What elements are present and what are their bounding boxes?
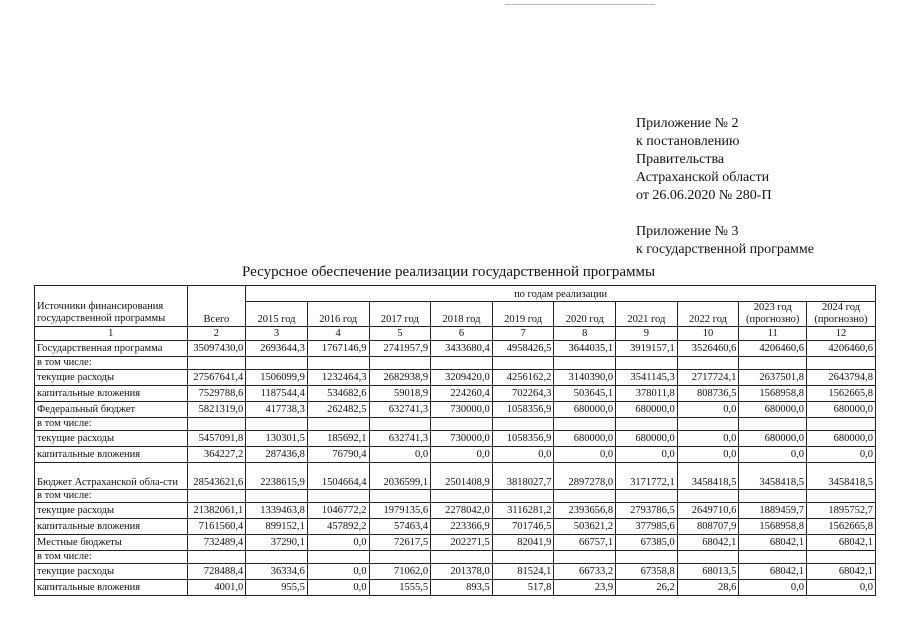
row-label: Бюджет Астраханской обла-сти xyxy=(35,463,188,490)
table-cell: 76790,4 xyxy=(307,447,369,463)
table-cell xyxy=(807,357,876,370)
row-label: текущие расходы xyxy=(35,503,188,519)
table-cell: 28543621,6 xyxy=(187,463,246,490)
header-year: 2024 год (прогнозно) xyxy=(807,302,876,327)
table-cell: 3116281,2 xyxy=(492,503,554,519)
header-year: 2020 год xyxy=(554,302,616,327)
table-cell: 680000,0 xyxy=(739,402,807,418)
table-cell xyxy=(807,418,876,431)
header-year: 2016 год xyxy=(307,302,369,327)
header-year: 2022 год xyxy=(677,302,739,327)
table-cell xyxy=(616,551,678,564)
table-cell xyxy=(187,357,246,370)
annex-block xyxy=(636,115,814,259)
table-cell: 3458418,5 xyxy=(807,463,876,490)
table-cell: 680000,0 xyxy=(616,431,678,447)
header-year: 2023 год (прогнозно) xyxy=(739,302,807,327)
row-label: в том числе: xyxy=(35,490,188,503)
table-cell: 0,0 xyxy=(307,535,369,551)
column-number: 12 xyxy=(807,327,876,341)
table-cell: 35097430,0 xyxy=(187,341,246,357)
table-cell: 1562665,8 xyxy=(807,386,876,402)
table-cell xyxy=(187,490,246,503)
column-number: 2 xyxy=(187,327,246,341)
table-cell: 287436,8 xyxy=(246,447,308,463)
table-cell: 68042,1 xyxy=(739,564,807,580)
table-row xyxy=(35,418,876,431)
table-cell: 1562665,8 xyxy=(807,519,876,535)
table-cell: 2393656,8 xyxy=(554,503,616,519)
annex-line: Правительства xyxy=(636,152,725,167)
table-cell: 0,0 xyxy=(307,580,369,596)
table-cell: 701746,5 xyxy=(492,519,554,535)
table-cell xyxy=(307,490,369,503)
table-cell: 2741957,9 xyxy=(369,341,431,357)
table-cell: 899152,1 xyxy=(246,519,308,535)
table-cell: 1889459,7 xyxy=(739,503,807,519)
table-cell xyxy=(739,418,807,431)
table-cell: 2238615,9 xyxy=(246,463,308,490)
table-cell: 893,5 xyxy=(431,580,493,596)
table-cell: 702264,3 xyxy=(492,386,554,402)
table-cell xyxy=(431,551,493,564)
table-cell: 2693644,3 xyxy=(246,341,308,357)
table-cell: 2637501,8 xyxy=(739,370,807,386)
column-number: 1 xyxy=(35,327,188,341)
table-cell: 3541145,3 xyxy=(616,370,678,386)
table-cell: 457892,2 xyxy=(307,519,369,535)
table-cell: 202271,5 xyxy=(431,535,493,551)
table-cell: 632741,3 xyxy=(369,402,431,418)
table-cell: 67358,8 xyxy=(616,564,678,580)
table-cell: 2278042,0 xyxy=(431,503,493,519)
table-cell: 7161560,4 xyxy=(187,519,246,535)
column-number: 5 xyxy=(369,327,431,341)
table-cell: 2501408,9 xyxy=(431,463,493,490)
table-cell: 71062,0 xyxy=(369,564,431,580)
table-cell: 201378,0 xyxy=(431,564,493,580)
table-cell xyxy=(431,490,493,503)
table-cell xyxy=(739,551,807,564)
annex-line: к государственной программе xyxy=(636,242,814,257)
table-cell: 0,0 xyxy=(554,447,616,463)
table-cell: 1232464,3 xyxy=(307,370,369,386)
table-cell: 223366,9 xyxy=(431,519,493,535)
table-cell: 0,0 xyxy=(677,431,739,447)
table-cell: 27567641,4 xyxy=(187,370,246,386)
table-cell: 3433680,4 xyxy=(431,341,493,357)
table-row xyxy=(35,431,876,447)
table-cell xyxy=(369,418,431,431)
resource-table xyxy=(34,285,876,596)
column-number: 6 xyxy=(431,327,493,341)
table-cell: 730000,0 xyxy=(431,431,493,447)
table-cell: 66757,1 xyxy=(554,535,616,551)
row-label: капитальные вложения xyxy=(35,447,188,463)
row-label: Федеральный бюджет xyxy=(35,402,188,418)
table-cell xyxy=(369,490,431,503)
header-total: Всего xyxy=(187,286,246,327)
row-label: текущие расходы xyxy=(35,370,188,386)
annex-line: к постановлению xyxy=(636,134,740,149)
table-cell xyxy=(554,418,616,431)
annex-line: Астраханской области xyxy=(636,170,770,185)
table-cell xyxy=(369,551,431,564)
table-cell: 680000,0 xyxy=(807,431,876,447)
header-year: 2015 год xyxy=(246,302,308,327)
table-cell xyxy=(187,551,246,564)
table-cell: 680000,0 xyxy=(616,402,678,418)
header-year: 2017 год xyxy=(369,302,431,327)
table-cell: 224260,4 xyxy=(431,386,493,402)
row-label: Государственная программа xyxy=(35,341,188,357)
table-cell xyxy=(431,418,493,431)
table-row xyxy=(35,490,876,503)
table-cell: 1506099,9 xyxy=(246,370,308,386)
table-cell: 72617,5 xyxy=(369,535,431,551)
annex-line: Приложение № 3 xyxy=(636,224,739,239)
header-year: 2018 год xyxy=(431,302,493,327)
table-cell: 68042,1 xyxy=(807,564,876,580)
table-cell: 68013,5 xyxy=(677,564,739,580)
table-cell xyxy=(807,490,876,503)
table-cell: 417738,3 xyxy=(246,402,308,418)
table-cell xyxy=(246,357,308,370)
table-cell: 1568958,8 xyxy=(739,386,807,402)
table-cell: 1767146,9 xyxy=(307,341,369,357)
table-row xyxy=(35,341,876,357)
table-cell xyxy=(616,418,678,431)
table-row xyxy=(35,519,876,535)
table-cell: 3458418,5 xyxy=(739,463,807,490)
table-cell xyxy=(492,490,554,503)
table-row xyxy=(35,447,876,463)
table-cell: 2793786,5 xyxy=(616,503,678,519)
table-cell: 3526460,6 xyxy=(677,341,739,357)
table-cell: 1058356,9 xyxy=(492,431,554,447)
table-cell xyxy=(807,551,876,564)
row-label: в том числе: xyxy=(35,357,188,370)
table-cell xyxy=(369,357,431,370)
table-cell xyxy=(307,551,369,564)
table-cell: 364227,2 xyxy=(187,447,246,463)
table-cell xyxy=(677,551,739,564)
table-row xyxy=(35,357,876,370)
table-cell: 0,0 xyxy=(307,564,369,580)
table-cell: 3171772,1 xyxy=(616,463,678,490)
table-cell xyxy=(246,551,308,564)
table-row xyxy=(35,402,876,418)
table-cell: 67385,0 xyxy=(616,535,678,551)
table-cell: 57463,4 xyxy=(369,519,431,535)
column-number: 9 xyxy=(616,327,678,341)
table-cell: 728488,4 xyxy=(187,564,246,580)
table-cell: 2649710,6 xyxy=(677,503,739,519)
header-years-group: по годам реализации xyxy=(246,286,876,302)
table-cell: 0,0 xyxy=(677,402,739,418)
table-cell xyxy=(554,357,616,370)
table-cell: 503621,2 xyxy=(554,519,616,535)
table-cell xyxy=(739,490,807,503)
table-cell xyxy=(307,418,369,431)
table-cell: 23,9 xyxy=(554,580,616,596)
table-cell: 68042,1 xyxy=(677,535,739,551)
table-cell: 3140390,0 xyxy=(554,370,616,386)
table-cell xyxy=(616,357,678,370)
table-cell: 5457091,8 xyxy=(187,431,246,447)
column-number: 7 xyxy=(492,327,554,341)
table-cell: 1046772,2 xyxy=(307,503,369,519)
table-cell: 2682938,9 xyxy=(369,370,431,386)
table-cell: 1979135,6 xyxy=(369,503,431,519)
table-cell: 0,0 xyxy=(807,580,876,596)
column-number: 4 xyxy=(307,327,369,341)
table-cell xyxy=(492,418,554,431)
table-row xyxy=(35,386,876,402)
table-cell: 26,2 xyxy=(616,580,678,596)
table-cell: 1187544,4 xyxy=(246,386,308,402)
annex-line: от 26.06.2020 № 280-П xyxy=(636,188,772,203)
table-cell xyxy=(677,357,739,370)
table-cell: 4001,0 xyxy=(187,580,246,596)
table-cell xyxy=(431,357,493,370)
column-number: 3 xyxy=(246,327,308,341)
table-cell: 66733,2 xyxy=(554,564,616,580)
table-cell: 1568958,8 xyxy=(739,519,807,535)
table-cell: 130301,5 xyxy=(246,431,308,447)
table-row xyxy=(35,564,876,580)
table-cell xyxy=(739,357,807,370)
table-cell: 68042,1 xyxy=(807,535,876,551)
table-cell: 59018,9 xyxy=(369,386,431,402)
table-cell: 1895752,7 xyxy=(807,503,876,519)
table-cell: 37290,1 xyxy=(246,535,308,551)
row-label: в том числе: xyxy=(35,551,188,564)
table-cell xyxy=(616,490,678,503)
table-cell: 730000,0 xyxy=(431,402,493,418)
table-row xyxy=(35,503,876,519)
table-cell: 378011,8 xyxy=(616,386,678,402)
table-cell: 5821319,0 xyxy=(187,402,246,418)
table-row xyxy=(35,535,876,551)
table-cell: 0,0 xyxy=(492,447,554,463)
table-cell: 517,8 xyxy=(492,580,554,596)
table-row xyxy=(35,580,876,596)
row-label: текущие расходы xyxy=(35,431,188,447)
table-cell xyxy=(246,418,308,431)
table-cell: 503645,1 xyxy=(554,386,616,402)
table-cell: 0,0 xyxy=(739,580,807,596)
scan-top-line xyxy=(505,4,655,5)
table-cell xyxy=(307,357,369,370)
table-cell: 0,0 xyxy=(431,447,493,463)
table-cell xyxy=(187,418,246,431)
table-cell: 0,0 xyxy=(807,447,876,463)
table-cell xyxy=(492,357,554,370)
table-cell: 4206460,6 xyxy=(739,341,807,357)
table-row xyxy=(35,551,876,564)
table-cell: 955,5 xyxy=(246,580,308,596)
table-cell xyxy=(246,490,308,503)
table-cell xyxy=(492,551,554,564)
table-cell: 732489,4 xyxy=(187,535,246,551)
column-number: 10 xyxy=(677,327,739,341)
row-label: капитальные вложения xyxy=(35,386,188,402)
table-cell: 21382061,1 xyxy=(187,503,246,519)
table-cell: 680000,0 xyxy=(554,431,616,447)
table-cell: 680000,0 xyxy=(739,431,807,447)
table-cell: 185692,1 xyxy=(307,431,369,447)
table-cell: 81524,1 xyxy=(492,564,554,580)
column-number: 11 xyxy=(739,327,807,341)
table-cell: 808736,5 xyxy=(677,386,739,402)
table-cell: 68042,1 xyxy=(739,535,807,551)
annex-line: Приложение № 2 xyxy=(636,116,739,131)
table-cell xyxy=(554,551,616,564)
table-cell: 0,0 xyxy=(616,447,678,463)
table-cell: 3209420,0 xyxy=(431,370,493,386)
table-cell xyxy=(677,418,739,431)
table-row xyxy=(35,370,876,386)
row-label: в том числе: xyxy=(35,418,188,431)
table-cell: 3919157,1 xyxy=(616,341,678,357)
table-cell: 2643794,8 xyxy=(807,370,876,386)
table-cell: 0,0 xyxy=(739,447,807,463)
table-cell: 1058356,9 xyxy=(492,402,554,418)
table-cell: 2036599,1 xyxy=(369,463,431,490)
table-cell: 0,0 xyxy=(677,447,739,463)
table-cell: 3644035,1 xyxy=(554,341,616,357)
row-label: капитальные вложения xyxy=(35,519,188,535)
table-cell: 28,6 xyxy=(677,580,739,596)
table-cell: 82041,9 xyxy=(492,535,554,551)
table-cell: 4256162,2 xyxy=(492,370,554,386)
table-row xyxy=(35,463,876,490)
table-cell: 1339463,8 xyxy=(246,503,308,519)
table-cell: 632741,3 xyxy=(369,431,431,447)
header-year: 2019 год xyxy=(492,302,554,327)
table-cell: 1504664,4 xyxy=(307,463,369,490)
table-cell: 262482,5 xyxy=(307,402,369,418)
table-cell: 680000,0 xyxy=(807,402,876,418)
table-cell: 680000,0 xyxy=(554,402,616,418)
table-cell: 3458418,5 xyxy=(677,463,739,490)
header-source: Источники финансирования государственной программы xyxy=(35,286,188,327)
table-cell: 7529788,6 xyxy=(187,386,246,402)
table-cell: 4958426,5 xyxy=(492,341,554,357)
table-cell xyxy=(554,490,616,503)
table-cell: 2717724,1 xyxy=(677,370,739,386)
table-cell: 36334,6 xyxy=(246,564,308,580)
column-number: 8 xyxy=(554,327,616,341)
table-cell xyxy=(677,490,739,503)
row-label: Местные бюджеты xyxy=(35,535,188,551)
table-cell: 2897278,0 xyxy=(554,463,616,490)
row-label: текущие расходы xyxy=(35,564,188,580)
row-label: капитальные вложения xyxy=(35,580,188,596)
header-year: 2021 год xyxy=(616,302,678,327)
table-cell: 377985,6 xyxy=(616,519,678,535)
table-cell: 4206460,6 xyxy=(807,341,876,357)
table-cell: 0,0 xyxy=(369,447,431,463)
table-cell: 3818027,7 xyxy=(492,463,554,490)
table-cell: 808707,9 xyxy=(677,519,739,535)
table-cell: 1555,5 xyxy=(369,580,431,596)
table-cell: 534682,6 xyxy=(307,386,369,402)
document-title: Ресурсное обеспечение реализации государственной программы xyxy=(242,264,656,280)
